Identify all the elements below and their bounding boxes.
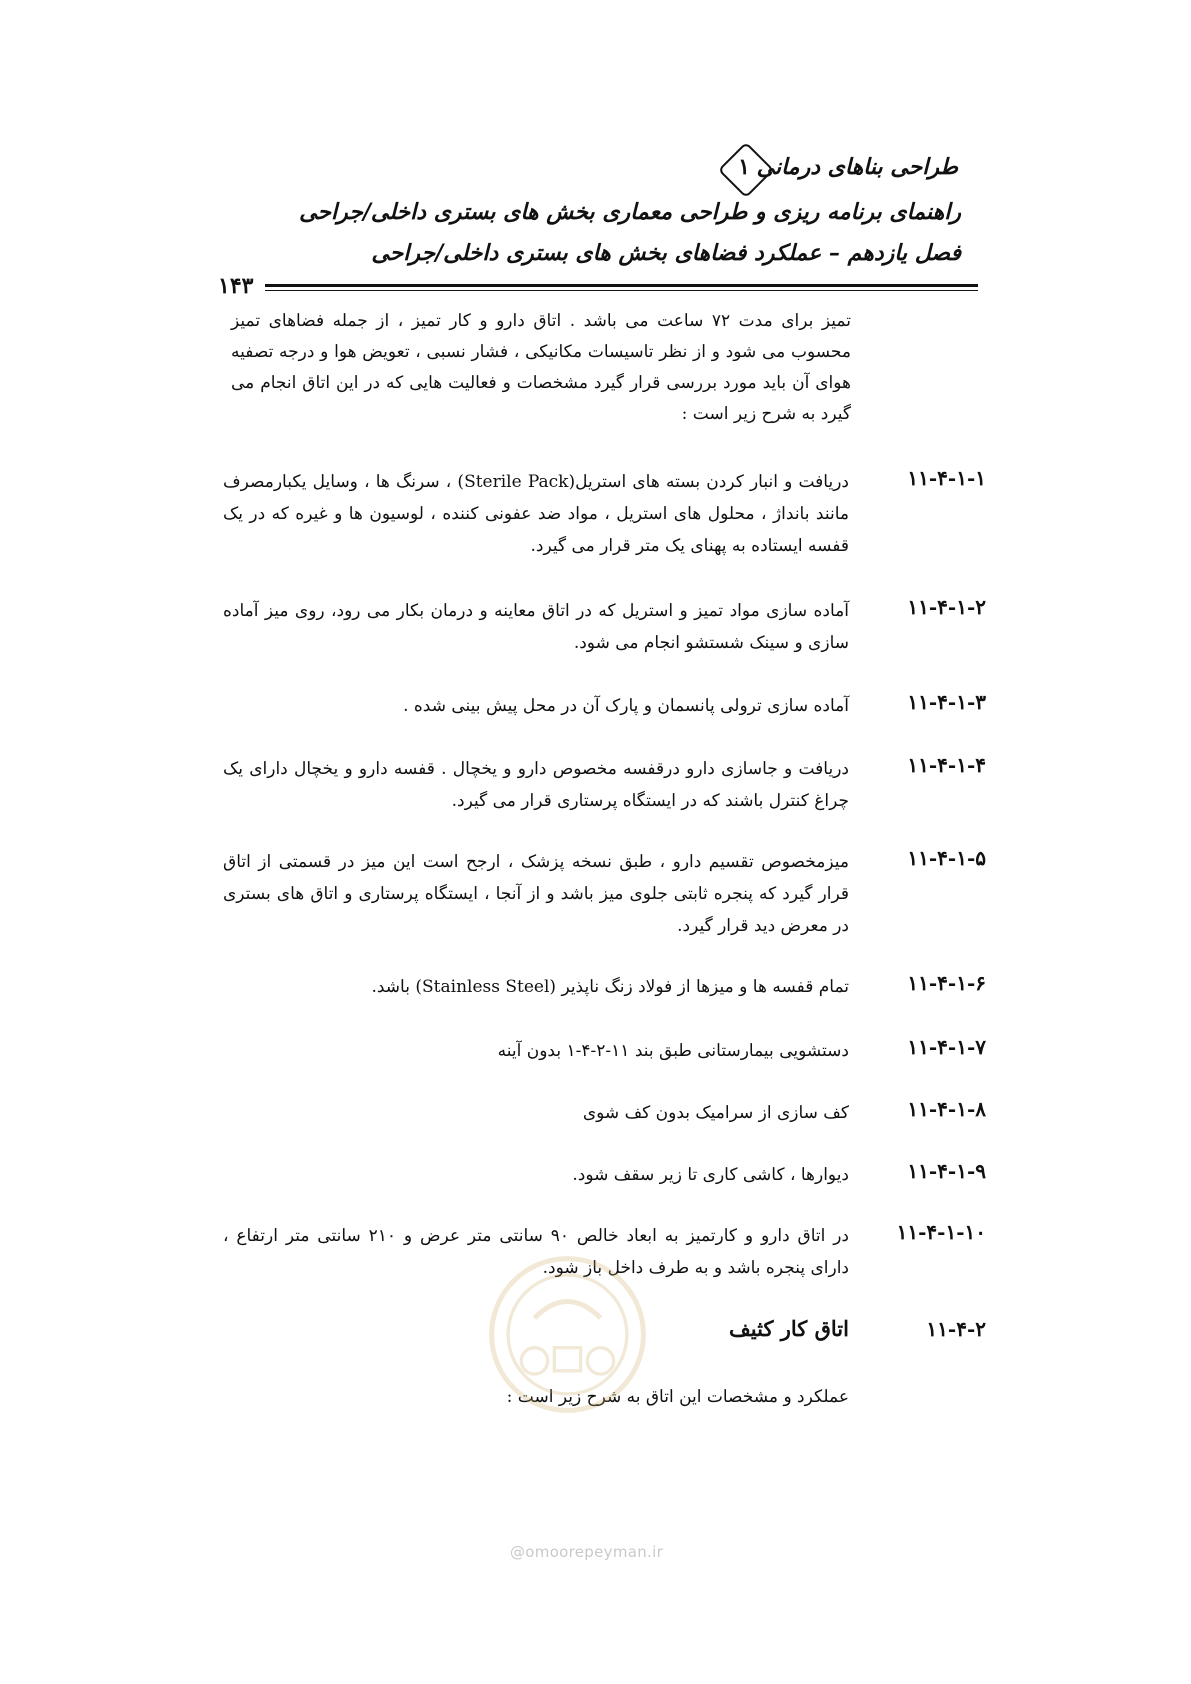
volume-number: ۱ — [738, 154, 750, 180]
section-title: اتاق کار کثیف — [729, 1316, 849, 1341]
item-text: میزمخصوص تقسیم دارو ، طبق نسخه پزشک ، ارجح است این میز در قسمتی از اتاق قرار گیرد که پنجره ثابتی جلوی میز باشد و از آنجا ، ایستگاه پرستاری و اتاق های بستری در معرض دید قرار گیرد. — [223, 852, 849, 936]
item-text: تمام قفسه ها و میزها از فولاد زنگ ناپذیر (Stainless Steel) باشد. — [371, 977, 849, 997]
item-text: آماده سازی ترولی پانسمان و پارک آن در محل پیش بینی شده . — [403, 696, 849, 716]
watermark-text: @omoorepeyman.ir — [510, 1543, 664, 1561]
page-number: ۱۴۳ — [218, 273, 254, 299]
item-number: ۱۱-۴-۱-۸ — [907, 1097, 986, 1121]
item-text: آماده سازی مواد تمیز و استریل که در اتاق معاینه و درمان بکار می رود، روی میز آماده سازی و سینک شستشو انجام می شود. — [223, 601, 849, 653]
item-text: در اتاق دارو و کارتمیز به ابعاد خالص ۹۰ سانتی متر عرض و ۲۱۰ سانتی متر ارتفاع ، دارای پنجره باشد و به طرف داخل باز شود. — [223, 1226, 849, 1278]
section-number: ۱۱-۴-۲ — [926, 1317, 986, 1341]
section-intro: عملکرد و مشخصات این اتاق به شرح زیر است : — [506, 1387, 849, 1407]
item-number: ۱۱-۴-۱-۲ — [907, 595, 986, 619]
item-number: ۱۱-۴-۱-۷ — [907, 1035, 986, 1059]
watermark-seal-icon — [485, 1252, 650, 1417]
item-number: ۱۱-۴-۱-۶ — [907, 971, 986, 995]
item-number: ۱۱-۴-۱-۹ — [907, 1159, 986, 1183]
series-title: طراحی بناهای درمانی — [756, 154, 958, 180]
item-text: کف سازی از سرامیک بدون کف شوی — [582, 1103, 849, 1123]
item-text: دستشویی بیمارستانی طبق بند ۱۱-۲-۴-۱ بدون آینه — [497, 1041, 849, 1061]
book-title: راهنمای برنامه ریزی و طراحی معماری بخش های بستری داخلی/جراحی — [299, 199, 961, 225]
item-number: ۱۱-۴-۱-۱۰ — [896, 1220, 986, 1244]
item-text: دریافت و انبار کردن بسته های استریل(Sterile Pack) ، سرنگ ها ، وسایل یکبارمصرف مانند بانداژ ، محلول های استریل ، مواد ضد عفونی کننده ، لوسیون ها و غیره که در یک قفسه ایستاده به پهنای یک متر قرار می گیرد. — [223, 472, 849, 556]
item-number: ۱۱-۴-۱-۵ — [907, 846, 986, 870]
header-rule — [265, 284, 978, 287]
item-text: دریافت و جاسازی دارو درقفسه مخصوص دارو و یخچال . قفسه دارو و یخچال دارای یک چراغ کنترل باشند که در ایستگاه پرستاری قرار می گیرد. — [223, 759, 849, 811]
item-number: ۱۱-۴-۱-۱ — [907, 466, 986, 490]
chapter-title: فصل یازدهم – عملکرد فضاهای بخش های بستری داخلی/جراحی — [371, 240, 961, 266]
item-text: دیوارها ، کاشی کاری تا زیر سقف شود. — [572, 1165, 849, 1185]
item-number: ۱۱-۴-۱-۳ — [907, 690, 986, 714]
item-number: ۱۱-۴-۱-۴ — [907, 753, 986, 777]
header-rule-thin — [265, 290, 978, 291]
intro-paragraph: تمیز برای مدت ۷۲ ساعت می باشد . اتاق دارو و کار تمیز ، از جمله فضاهای تمیز محسوب می شود و از نظر تاسیسات مکانیکی ، فشار نسبی ، تعویض هوا و درجه تصفیه هوای آن باید مورد بررسی قرار گیرد مشخصات و فعالیت هایی که در این اتاق انجام می گیرد به شرح زیر است : — [231, 311, 851, 424]
